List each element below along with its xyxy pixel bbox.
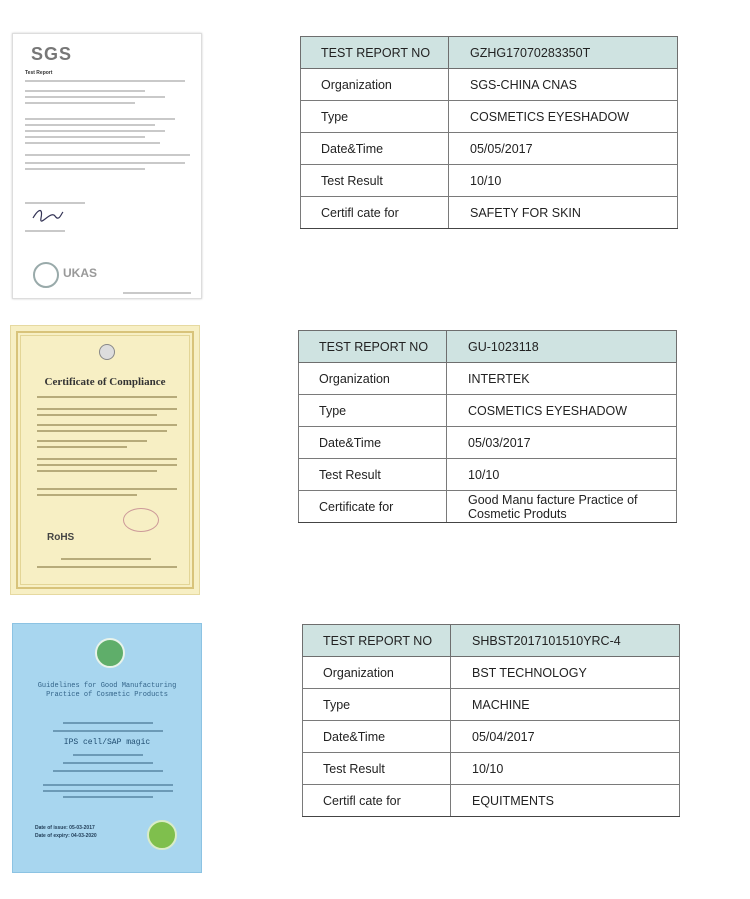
table-row xyxy=(299,459,677,491)
row-label: Type xyxy=(303,689,451,721)
row-label: TEST REPORT NO xyxy=(299,331,447,363)
ukas-mark: UKAS xyxy=(63,266,98,280)
row-label: Test Result xyxy=(299,459,447,491)
row-label: TEST REPORT NO xyxy=(301,37,449,69)
table-row xyxy=(301,69,678,101)
row-label: Certifl cate for xyxy=(303,785,451,817)
sgs-logo: SGS xyxy=(31,44,73,64)
table-row xyxy=(303,785,680,817)
row-label: Type xyxy=(299,395,447,427)
row-value: COSMETICS EYESHADOW xyxy=(449,101,678,133)
signature-icon xyxy=(31,206,65,222)
table-row xyxy=(303,625,680,657)
row-label: Date&Time xyxy=(299,427,447,459)
row-label: Test Result xyxy=(303,753,451,785)
seal-stamp-icon xyxy=(33,262,59,288)
row-label: Certificate for xyxy=(299,491,447,523)
row-value: GU-1023118 xyxy=(447,331,677,363)
row-value: 10/10 xyxy=(449,165,678,197)
table-row xyxy=(299,395,677,427)
company-stamp-icon xyxy=(123,508,159,532)
table-row xyxy=(301,197,678,229)
certificate-dates: Date of issue: 05-03-2017 Date of expiry: 04-03-2020 xyxy=(35,825,97,839)
row-value: COSMETICS EYESHADOW xyxy=(447,395,677,427)
table-row xyxy=(301,101,678,133)
certificate-title: Guidelines for Good Manufacturing Practice of Cosmetic Products xyxy=(37,682,177,699)
table-row xyxy=(299,331,677,363)
sgs-certificate-image xyxy=(12,33,202,299)
compliance-certificate-image xyxy=(10,325,200,595)
report-table-3 xyxy=(302,624,680,817)
table-row xyxy=(301,165,678,197)
table-row xyxy=(303,753,680,785)
row-value: EQUITMENTS xyxy=(451,785,680,817)
row-value: MACHINE xyxy=(451,689,680,721)
row-label: Date&Time xyxy=(301,133,449,165)
row-value: SGS-CHINA CNAS xyxy=(449,69,678,101)
row-label: Certifl cate for xyxy=(301,197,449,229)
row-label: Date&Time xyxy=(303,721,451,753)
row-label: Organization xyxy=(303,657,451,689)
table-row xyxy=(299,427,677,459)
row-label: Organization xyxy=(301,69,449,101)
table-row xyxy=(303,657,680,689)
emblem-icon xyxy=(99,344,115,360)
gmpc-seal-icon xyxy=(147,820,177,850)
row-label: Organization xyxy=(299,363,447,395)
table-row xyxy=(301,37,678,69)
certificate-heading: Test Report xyxy=(25,70,53,76)
row-value: SAFETY FOR SKIN xyxy=(449,197,678,229)
row-value: 10/10 xyxy=(451,753,680,785)
row-value: GZHG17070283350T xyxy=(449,37,678,69)
report-table-1 xyxy=(300,36,678,229)
table-row xyxy=(299,491,677,523)
table-row xyxy=(301,133,678,165)
gmpc-badge-icon xyxy=(95,638,125,668)
row-value: INTERTEK xyxy=(447,363,677,395)
row-label: TEST REPORT NO xyxy=(303,625,451,657)
row-value: 05/04/2017 xyxy=(451,721,680,753)
row-label: Test Result xyxy=(301,165,449,197)
rohs-mark: RoHS xyxy=(47,532,75,543)
product-name: IPS cell/SAP magic xyxy=(63,738,151,747)
table-row xyxy=(303,721,680,753)
row-value: SHBST2017101510YRC-4 xyxy=(451,625,680,657)
row-value: BST TECHNOLOGY xyxy=(451,657,680,689)
row-value: 10/10 xyxy=(447,459,677,491)
certificate-title: Certificate of Compliance xyxy=(44,376,166,388)
table-row xyxy=(303,689,680,721)
report-table-2 xyxy=(298,330,677,523)
gmpc-certificate-image xyxy=(12,623,202,873)
row-value: 05/05/2017 xyxy=(449,133,678,165)
row-value: Good Manu facture Practice of Cosmetic Produts xyxy=(447,491,677,523)
row-value: 05/03/2017 xyxy=(447,427,677,459)
table-row xyxy=(299,363,677,395)
row-label: Type xyxy=(301,101,449,133)
